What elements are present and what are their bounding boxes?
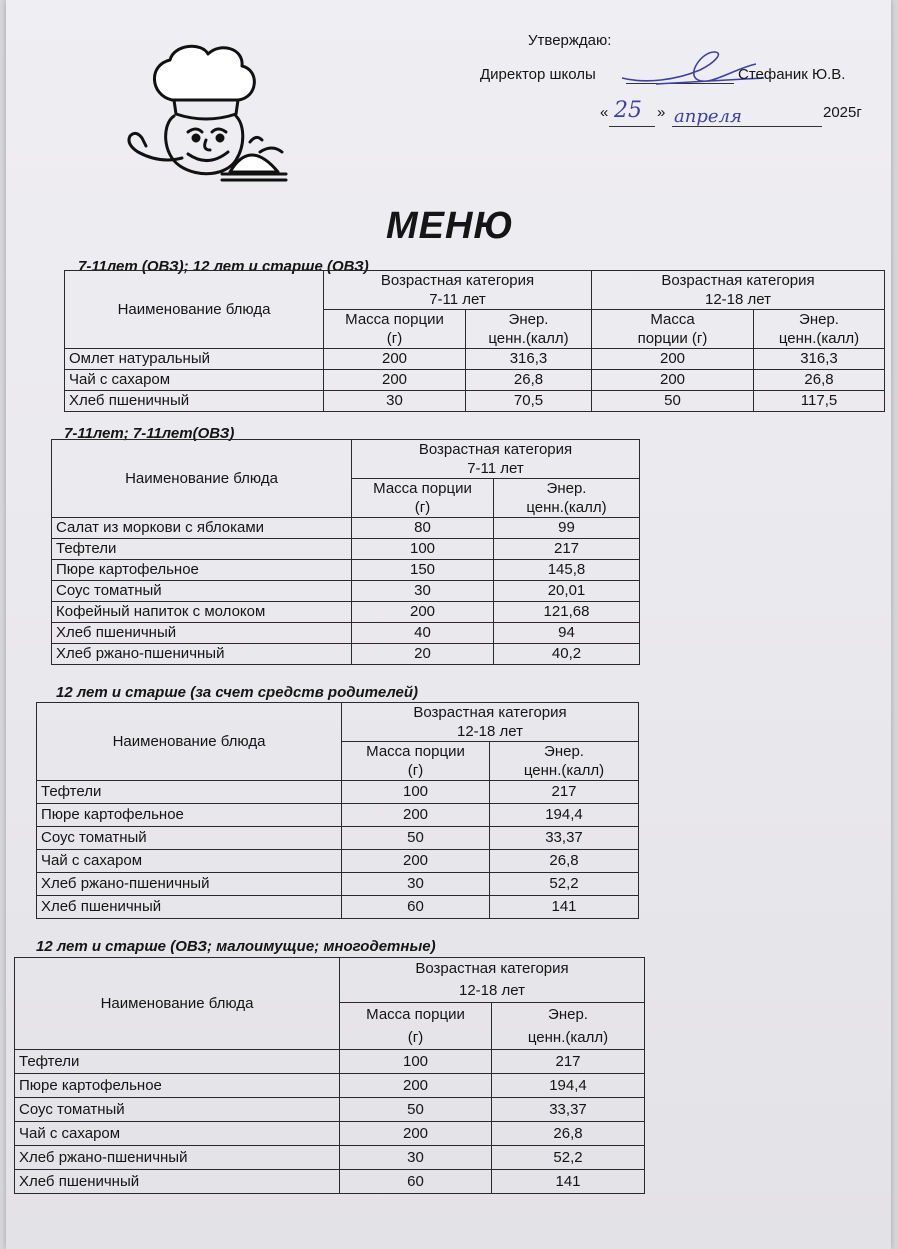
header-energy-line2: ценн.(калл) <box>527 1029 609 1046</box>
table-row <box>52 644 640 665</box>
dish-name: Хлеб ржано-пшеничный <box>52 644 352 665</box>
mass-value: 50 <box>340 1098 492 1122</box>
energy-value: 70,5 <box>466 391 592 412</box>
header-age-category <box>592 271 885 310</box>
dish-name: Тефтели <box>52 539 352 560</box>
header-mass-line2: (г) <box>414 499 431 516</box>
dish-name: Соус томатный <box>52 581 352 602</box>
dish-name: Салат из моркови с яблоками <box>52 518 352 539</box>
header-age-category <box>340 958 645 1003</box>
energy-value: 217 <box>490 781 639 804</box>
mass-value: 30 <box>324 391 466 412</box>
section-title: 12 лет и старше (ОВЗ; малоимущие; многодетные) <box>36 938 436 955</box>
header-mass-line2: (г) <box>386 330 403 347</box>
header-age-category-label: Возрастная категория <box>380 272 535 289</box>
header-energy-line1: Энер. <box>546 480 587 497</box>
section-title: 7-11лет (ОВЗ); 12 лет и старше (ОВЗ) <box>78 258 369 275</box>
table-row <box>52 539 640 560</box>
header-mass-line1: Масса порции <box>366 1006 465 1023</box>
table-row <box>15 1122 645 1146</box>
mass-value: 200 <box>340 1074 492 1098</box>
date-open-quote: « <box>600 104 609 121</box>
mass-value: 100 <box>340 1050 492 1074</box>
energy-value: 26,8 <box>754 370 885 391</box>
page-title: МЕНЮ <box>386 205 515 247</box>
header-energy <box>490 742 639 781</box>
table-row <box>52 602 640 623</box>
mass-value: 200 <box>342 850 490 873</box>
header-energy-line1: Энер. <box>548 1006 588 1023</box>
header-age-range: 12-18 лет <box>457 723 523 740</box>
header-mass <box>352 479 494 518</box>
header-mass-line1: Масса порции <box>373 480 472 497</box>
energy-value: 117,5 <box>754 391 885 412</box>
table-row <box>52 581 640 602</box>
date-close-quote: » <box>657 104 666 121</box>
menu-table-1 <box>64 270 885 412</box>
mass-value: 30 <box>352 581 494 602</box>
header-energy-line2: ценн.(калл) <box>523 762 605 779</box>
mass-value: 30 <box>342 873 490 896</box>
header-dish-name: Наименование блюда <box>37 703 342 781</box>
date-month: апреля <box>674 106 742 127</box>
header-mass-line1: Масса порции <box>345 311 444 328</box>
dish-name: Пюре картофельное <box>15 1074 340 1098</box>
energy-value: 141 <box>490 896 639 919</box>
energy-value: 33,37 <box>490 827 639 850</box>
mass-value: 30 <box>340 1146 492 1170</box>
header-energy <box>494 479 640 518</box>
table-row <box>37 896 639 919</box>
energy-value: 121,68 <box>494 602 640 623</box>
energy-value: 52,2 <box>490 873 639 896</box>
header-mass-line2: порции (г) <box>637 330 708 347</box>
header-energy <box>754 310 885 349</box>
mass-value: 50 <box>342 827 490 850</box>
table-row <box>37 827 639 850</box>
approve-label: Утверждаю: <box>528 32 612 49</box>
table-row <box>52 560 640 581</box>
menu-table-4 <box>14 957 645 1194</box>
mass-value: 200 <box>592 370 754 391</box>
dish-name: Чай с сахаром <box>15 1122 340 1146</box>
mass-value: 60 <box>340 1170 492 1194</box>
dish-name: Омлет натуральный <box>65 349 324 370</box>
energy-value: 26,8 <box>490 850 639 873</box>
header-age-range: 7-11 лет <box>467 460 524 477</box>
header-mass-line1: Масса <box>650 311 695 328</box>
table-row <box>15 1050 645 1074</box>
header-energy-line2: ценн.(калл) <box>526 499 607 516</box>
mass-value: 100 <box>352 539 494 560</box>
dish-name: Соус томатный <box>15 1098 340 1122</box>
header-mass-line1: Масса порции <box>366 743 465 760</box>
header-age-category-label: Возрастная категория <box>661 272 815 289</box>
table-row <box>37 873 639 896</box>
table-row <box>65 370 885 391</box>
mass-value: 200 <box>592 349 754 370</box>
approval-block <box>476 28 886 138</box>
director-label: Директор школы <box>480 66 596 83</box>
header-dish-name: Наименование блюда <box>65 271 324 349</box>
energy-value: 99 <box>494 518 640 539</box>
mass-value: 60 <box>342 896 490 919</box>
header-age-range: 12-18 лет <box>459 982 525 999</box>
dish-name: Чай с сахаром <box>37 850 342 873</box>
dish-name: Пюре картофельное <box>37 804 342 827</box>
dish-name: Хлеб ржано-пшеничный <box>15 1146 340 1170</box>
energy-value: 26,8 <box>492 1122 645 1146</box>
dish-name: Кофейный напиток с молоком <box>52 602 352 623</box>
header-mass <box>340 1003 492 1050</box>
header-energy-line2: ценн.(калл) <box>778 330 860 347</box>
energy-value: 145,8 <box>494 560 640 581</box>
table-row <box>52 623 640 644</box>
header-energy-line1: Энер. <box>799 311 839 328</box>
section-title: 7-11лет; 7-11лет(ОВЗ) <box>64 425 235 442</box>
table-row <box>15 1170 645 1194</box>
date-day-line <box>609 126 655 127</box>
energy-value: 217 <box>492 1050 645 1074</box>
table-row <box>37 850 639 873</box>
dish-name: Тефтели <box>37 781 342 804</box>
mass-value: 200 <box>324 370 466 391</box>
header-age-category-label: Возрастная категория <box>415 960 569 977</box>
table-row <box>37 781 639 804</box>
mass-value: 200 <box>352 602 494 623</box>
header-mass-line2: (г) <box>407 1029 424 1046</box>
table-row <box>52 518 640 539</box>
date-year: 2025г <box>823 104 862 121</box>
mass-value: 150 <box>352 560 494 581</box>
energy-value: 316,3 <box>754 349 885 370</box>
dish-name: Хлеб пшеничный <box>65 391 324 412</box>
energy-value: 316,3 <box>466 349 592 370</box>
header-age-category <box>324 271 592 310</box>
header-dish-name: Наименование блюда <box>52 440 352 518</box>
header-mass <box>342 742 490 781</box>
table-row <box>65 349 885 370</box>
header-age-category <box>352 440 640 479</box>
header-age-category-label: Возрастная категория <box>418 441 573 458</box>
dish-name: Хлеб ржано-пшеничный <box>37 873 342 896</box>
menu-table-3 <box>36 702 639 919</box>
director-name: Стефаник Ю.В. <box>738 66 846 83</box>
energy-value: 40,2 <box>494 644 640 665</box>
mass-value: 50 <box>592 391 754 412</box>
date-day: 25 <box>614 98 642 123</box>
date-month-line <box>672 126 822 127</box>
header-mass <box>592 310 754 349</box>
header-dish-name: Наименование блюда <box>15 958 340 1050</box>
dish-name: Чай с сахаром <box>65 370 324 391</box>
header-age-range: 12-18 лет <box>705 291 771 308</box>
table-row <box>37 804 639 827</box>
mass-value: 20 <box>352 644 494 665</box>
energy-value: 26,8 <box>466 370 592 391</box>
header-mass <box>324 310 466 349</box>
energy-value: 217 <box>494 539 640 560</box>
menu-table-2 <box>51 439 640 665</box>
table-row <box>15 1146 645 1170</box>
mass-value: 200 <box>324 349 466 370</box>
mass-value: 80 <box>352 518 494 539</box>
dish-name: Хлеб пшеничный <box>52 623 352 644</box>
mass-value: 200 <box>340 1122 492 1146</box>
table-row <box>15 1098 645 1122</box>
dish-name: Соус томатный <box>37 827 342 850</box>
menu-document <box>6 0 891 1249</box>
energy-value: 33,37 <box>492 1098 645 1122</box>
table-row <box>65 391 885 412</box>
table-row <box>15 1074 645 1098</box>
energy-value: 52,2 <box>492 1146 645 1170</box>
header-mass-line2: (г) <box>407 762 424 779</box>
chef-illustration <box>110 40 295 190</box>
mass-value: 200 <box>342 804 490 827</box>
header-energy-line1: Энер. <box>508 311 549 328</box>
header-age-category <box>342 703 639 742</box>
energy-value: 141 <box>492 1170 645 1194</box>
dish-name: Тефтели <box>15 1050 340 1074</box>
header-energy-line1: Энер. <box>544 743 584 760</box>
energy-value: 194,4 <box>490 804 639 827</box>
header-energy-line2: ценн.(калл) <box>488 330 569 347</box>
energy-value: 20,01 <box>494 581 640 602</box>
dish-name: Пюре картофельное <box>52 560 352 581</box>
header-energy <box>492 1003 645 1050</box>
header-age-category-label: Возрастная категория <box>413 704 567 721</box>
dish-name: Хлеб пшеничный <box>15 1170 340 1194</box>
mass-value: 40 <box>352 623 494 644</box>
mass-value: 100 <box>342 781 490 804</box>
section-title: 12 лет и старше (за счет средств родителей) <box>56 684 418 701</box>
energy-value: 194,4 <box>492 1074 645 1098</box>
header-energy <box>466 310 592 349</box>
energy-value: 94 <box>494 623 640 644</box>
header-age-range: 7-11 лет <box>429 291 486 308</box>
dish-name: Хлеб пшеничный <box>37 896 342 919</box>
